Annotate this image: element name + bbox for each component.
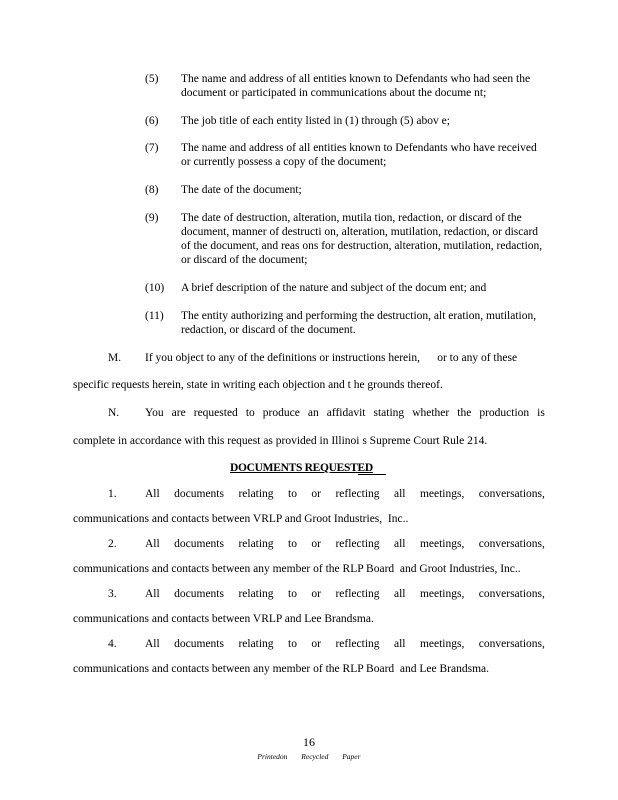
request-number: 2.	[108, 538, 117, 550]
request-line2: communications and contacts between VRLP and Lee Brandsma.	[73, 613, 374, 625]
request-line2: communications and contacts between any member of the RLP Board and Groot Industries, Inc..	[73, 563, 521, 575]
request-number: 4.	[108, 638, 117, 650]
request-line1-text: All documents relating to or reflecting all meetings, conversations,	[145, 488, 545, 500]
request-line1	[145, 587, 545, 601]
request-line1-text: All documents relating to or reflecting all meetings, conversations,	[145, 638, 545, 650]
paragraph-m-line2: specific requests herein, state in writing each objection and t he grounds thereof.	[73, 379, 443, 391]
list-item-number: (10)	[145, 282, 165, 294]
list-item-text: The entity authorizing and performing the destruction, alt eration, mutilation, redaction, or discard of the document.	[181, 310, 537, 336]
recycled-paper-footer: Printedon Recycled Paper	[257, 752, 361, 761]
list-item-number: (8)	[145, 184, 159, 196]
paragraph-n-line1-text: You are requested to produce an affidavit stating whether the production is	[145, 407, 545, 419]
heading-underline	[358, 474, 386, 475]
list-item-text: The job title of each entity listed in (1) through (5) abov e;	[181, 115, 450, 127]
request-line2: communications and contacts between any member of the RLP Board and Lee Brandsma.	[73, 663, 490, 675]
list-item-number: (6)	[145, 115, 159, 127]
request-line1-text: All documents relating to or reflecting all meetings, conversations,	[145, 538, 545, 550]
paragraph-n-line1	[145, 406, 545, 420]
list-item-number: (5)	[145, 73, 159, 85]
paragraph-n-line2: complete in accordance with this request as provided in Illinoi s Supreme Court Rule 214.	[73, 435, 488, 447]
paragraph-n-label: N.	[108, 407, 120, 419]
list-item-number: (9)	[145, 212, 159, 224]
request-number: 3.	[108, 588, 117, 600]
request-line1	[145, 537, 545, 551]
paragraph-m-label: M.	[108, 352, 122, 364]
request-line1	[145, 487, 545, 501]
list-item-text: A brief description of the nature and subject of the docum ent; and	[181, 282, 487, 294]
request-number: 1.	[108, 488, 117, 500]
list-item-text: The date of the document;	[181, 184, 302, 196]
request-line1-text: All documents relating to or reflecting all meetings, conversations,	[145, 588, 545, 600]
request-line1	[145, 637, 545, 651]
list-item-text: The name and address of all entities known to Defendants who have received or currently possess a copy of the document;	[181, 142, 537, 168]
section-heading: DOCUMENTS REQUESTED	[230, 462, 373, 474]
paragraph-m-line1: If you object to any of the definitions or instructions herein, or to any of these	[145, 352, 518, 364]
list-item-text: The date of destruction, alteration, mutila tion, redaction, or discard of the document, manner of destructi on, alteration, mutilation, redaction, or discard of the document, and reas ons for destruction, alteration, mutilation, redaction, or discard of the document;	[181, 212, 543, 266]
list-item-number: (7)	[145, 142, 159, 154]
list-item-text: The name and address of all entities known to Defendants who had seen the document or participated in communications about the docume nt;	[181, 73, 531, 99]
list-item-number: (11)	[145, 310, 164, 322]
request-line2: communications and contacts between VRLP and Groot Industries, Inc..	[73, 513, 409, 525]
page-number: 16	[303, 735, 315, 749]
